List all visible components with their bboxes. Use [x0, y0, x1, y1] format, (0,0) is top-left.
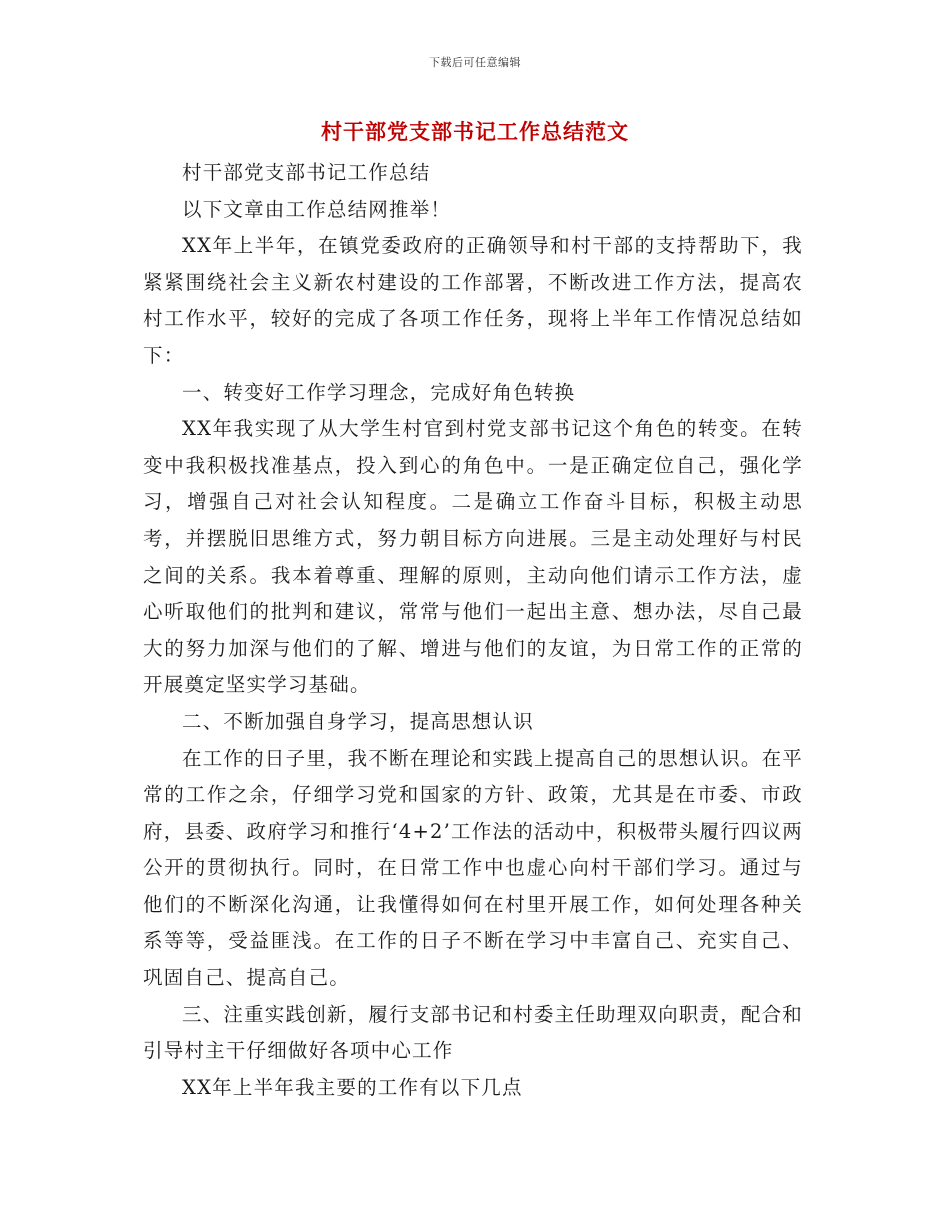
document-body	[143, 155, 803, 1106]
section-heading-1: 一、转变好工作学习理念，完成好角色转换	[182, 380, 576, 404]
section-1-paragraph: XX年我实现了从大学生村官到村党支部书记这个角色的转变。在转变中我积极找准基点，投入到心的角色中。一是正确定位自己，强化学习，增强自己对社会认知程度。二是确立工作奋斗目标，积极主动思考，并摆脱旧思维方式，努力朝目标方向进展。三是主动处理好与村民之间的关系。我本着尊重、理解的原则，主动向他们请示工作方法，虚心听取他们的批判和建议，常常与他们一起出主意、想办法，尽自己最大的努力加深与他们的了解、增进与他们的友谊，为日常工作的正常的开展奠定坚实学习基础。	[143, 417, 803, 697]
opening-paragraph: XX年上半年，在镇党委政府的正确领导和村干部的支持帮助下，我紧紧围绕社会主义新农村建设的工作部署，不断改进工作方法，提高农村工作水平，较好的完成了各项工作任务，现将上半年工作情况总结如下：	[143, 234, 803, 367]
subtitle-paragraph: 村干部党支部书记工作总结	[182, 161, 431, 184]
document-title: 村干部党支部书记工作总结范文	[321, 120, 629, 144]
header-note: 下载后可任意编辑	[429, 56, 521, 69]
section-heading-2: 二、不断加强自身学习，提高思想认识	[182, 709, 534, 733]
section-heading-3: 三、注重实践创新，履行支部书记和村委主任助理双向职责，配合和引导村主干仔细做好各项中心工作	[143, 1002, 804, 1063]
intro-note-paragraph: 以下文章由工作总结网推举！	[182, 197, 452, 221]
section-3-paragraph: XX年上半年我主要的工作有以下几点	[182, 1075, 523, 1099]
section-2-paragraph: 在工作的日子里，我不断在理论和实践上提高自己的思想认识。在平常的工作之余，仔细学习党和国家的方针、政策，尤其是在市委、市政府，县委、政府学习和推行‘4+2’工作法的活动中，积极带头履行四议两公开的贯彻执行。同时，在日常工作中也虚心向村干部们学习。通过与他们的不断深化沟通，让我懂得如何在村里开展工作，如何处理各种关系等等，受益匪浅。在工作的日子不断在学习中丰富自己、充实自己、巩固自己、提高自己。	[143, 746, 804, 990]
